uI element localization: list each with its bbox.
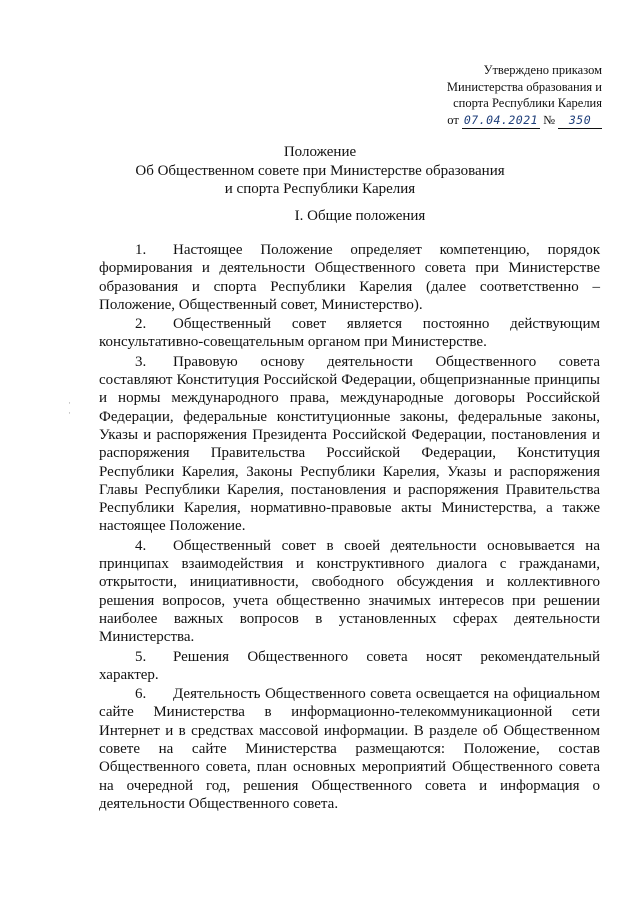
margin-mark: · · (68, 398, 71, 418)
approval-from-prefix: от (447, 112, 459, 127)
approval-number-sign: № (543, 112, 555, 127)
paragraph-text: Настоящее Положение определяет компетенцию, порядок формирования и деятельности Общественного совета при Министерстве образования и спорта Республики Карелия (далее соответственно – Положение, Общественный совет, Министерство). (99, 242, 600, 313)
paragraph-number: 5. (135, 648, 147, 665)
approval-number: 350 (558, 112, 602, 130)
approval-stamp (447, 62, 602, 129)
paragraph-4 (99, 537, 600, 647)
paragraph-text: Решения Общественного совета носят рекомендательный характер. (99, 648, 600, 683)
document-title (0, 143, 640, 199)
paragraph-5 (99, 648, 600, 685)
approval-line-3: спорта Республики Карелия (453, 96, 602, 110)
title-line-1: Положение (283, 144, 357, 160)
approval-line-2: Министерства образования и (446, 79, 602, 94)
approval-line-1: Утверждено приказом (483, 63, 602, 77)
paragraph-text: Общественный совет в своей деятельности основывается на принципах взаимодействия и конструктивного диалога с гражданами, открытости, инициативности, свободного обсуждения и коллективного решения вопросов, учета общественно значимых интересов при решении наиболее важных вопросов в установленных сферах деятельности Министерства. (99, 537, 600, 646)
document-body (99, 241, 600, 814)
title-line-3: и спорта Республики Карелия (224, 181, 416, 197)
paragraph-number: 3. (135, 353, 147, 370)
paragraph-2 (99, 315, 600, 352)
paragraph-3 (99, 353, 600, 536)
approval-order-line (447, 112, 602, 130)
paragraph-text: Правовую основу деятельности Общественного совета составляют Конституция Российской Федерации, общепризнанные принципы и нормы международного права, международные договоры Российской Федерации, федеральные конституционные законы, федеральные законы, Указы и распоряжения Президента Российской Федерации, постановления и распоряжения Правительства Российской Федерации, Конституция Республики Карелия, Законы Республики Карелия, Указы и распоряжения Главы Республики Карелия, постановления и распоряжения Правительства Республики Карелия, нормативно-правовые акты Министерства, а также настоящее Положение. (99, 353, 600, 535)
paragraph-number: 4. (135, 537, 147, 554)
paragraph-number: 6. (135, 686, 147, 703)
section-heading: I. Общие положения (294, 208, 426, 224)
paragraph-text: Деятельность Общественного совета освещается на официальном сайте Министерства в информационно-телекоммуникационной сети Интернет и в средствах массовой информации. В разделе об Общественном совете на сайте Министерства размещаются: Положение, состав Общественного совета, план основных мероприятий Общественного совета на очередной год, решения Общественного совета и информация о деятельности Общественного совета. (99, 686, 600, 812)
paragraph-number: 1. (135, 242, 147, 258)
paragraph-text: Общественный совет является постоянно действующим консультативно-совещательным органом при Министерстве. (99, 316, 600, 351)
title-line-2: Об Общественном совете при Министерстве образования (135, 162, 505, 179)
paragraph-1 (99, 241, 600, 314)
approval-date: 07.04.2021 (462, 112, 540, 130)
paragraph-number: 2. (135, 316, 147, 333)
paragraph-6 (99, 685, 600, 813)
